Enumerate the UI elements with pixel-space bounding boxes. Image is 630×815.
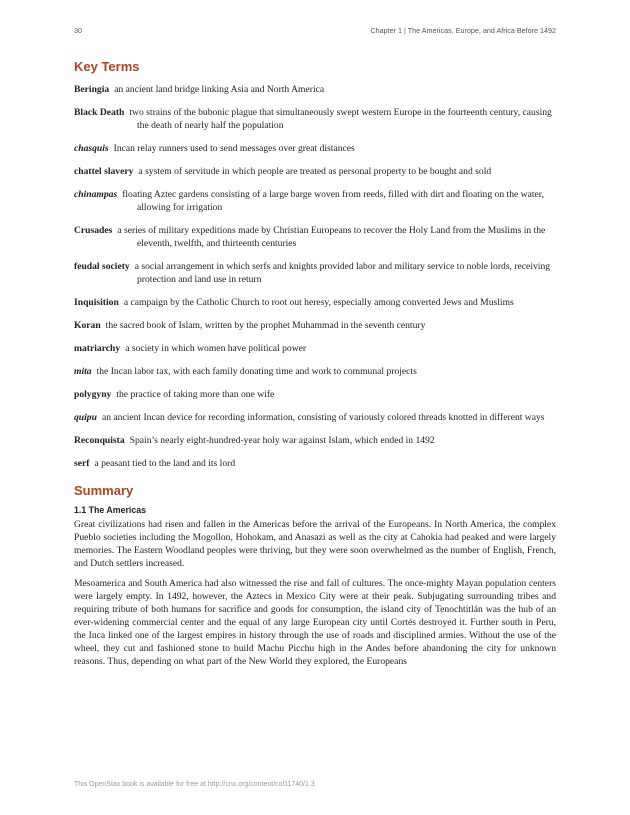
- key-terms-heading: Key Terms: [74, 59, 140, 74]
- main-content: [74, 58, 556, 675]
- key-term-word: polygyny: [74, 389, 112, 400]
- key-term-entry: [74, 106, 556, 132]
- key-term-word: serf: [74, 458, 90, 469]
- key-term-word: matriarchy: [74, 343, 121, 354]
- summary-paragraph: Great civilizations had risen and fallen in the Americas before the arrival of the Europeans. In North America, the complex Pueblo societies including the Mogollon, Hohokam, and Anasazi as well as the city at Cahokia had peaked and were largely memories. The Eastern Woodland peoples were thriving, but they were soon overwhelmed as the number of English, French, and Dutch settlers increased.: [74, 519, 556, 569]
- key-term-definition: floating Aztec gardens consisting of a large barge woven from reeds, filled with dirt and floating on the water, allowing for irrigation: [122, 189, 544, 213]
- chapter-title: Chapter 1 | The Americas, Europe, and Africa Before 1492: [370, 26, 556, 35]
- key-term-definition: Spain’s nearly eight-hundred-year holy war against Islam, which ended in 1492: [129, 435, 435, 446]
- key-term-definition: an ancient Incan device for recording information, consisting of variously colored threads knotted in different ways: [101, 412, 545, 423]
- key-term-word: chasquis: [74, 143, 109, 154]
- key-term-entry: [74, 83, 556, 96]
- key-term-word: quipu: [74, 412, 97, 423]
- summary-subheading: 1.1 The Americas: [74, 505, 147, 515]
- key-term-entry: [74, 342, 556, 355]
- key-term-word: chinampas: [74, 189, 118, 200]
- key-term-definition: the sacred book of Islam, written by the prophet Muhammad in the seventh century: [105, 320, 426, 331]
- key-term-definition: a campaign by the Catholic Church to root out heresy, especially among converted Jews and Muslims: [123, 297, 514, 308]
- key-term-word: feudal society: [74, 261, 130, 272]
- key-term-entry: [74, 388, 556, 401]
- summary-paragraph: Mesoamerica and South America had also witnessed the rise and fall of cultures. The once-mighty Mayan population centers were largely empty. In 1492, however, the Aztecs in Mexico City were at their peak. Subjugating surrounding tribes and requiring tribute of both humans for sacrifice and goods for consumption, the island city of Tenochtitlán was the hub of an ever-widening commercial center and the equal of any large European city until Cortés destroyed it. Further south in Peru, the Inca linked one of the largest empires in history through the use of roads and disciplined armies. Without the use of the wheel, they cut and fashioned stone to build Machu Picchu high in the Andes before abandoning the city for unknown reasons. Thus, depending on what part of the New World they explored, the Europeans: [74, 578, 556, 667]
- key-term-entry: [74, 142, 556, 155]
- key-term-entry: [74, 434, 556, 447]
- key-term-definition: the practice of taking more than one wife: [116, 389, 275, 400]
- key-term-entry: [74, 224, 556, 250]
- key-term-definition: a peasant tied to the land and its lord: [94, 458, 236, 469]
- key-term-word: Black Death: [74, 107, 125, 118]
- key-term-entry: [74, 260, 556, 286]
- key-term-word: mita: [74, 366, 92, 377]
- key-term-word: Reconquista: [74, 435, 125, 446]
- summary-heading: Summary: [74, 483, 134, 498]
- footer-note: This OpenStax book is available for free at http://cnx.org/content/col11740/1.3: [74, 781, 315, 788]
- key-term-word: Beringia: [74, 84, 110, 95]
- key-term-entry: [74, 457, 556, 470]
- key-term-definition: an ancient land bridge linking Asia and North America: [114, 84, 325, 95]
- key-term-definition: the Incan labor tax, with each family donating time and work to communal projects: [96, 366, 417, 377]
- key-term-word: Crusades: [74, 225, 113, 236]
- key-term-definition: Incan relay runners used to send messages over great distances: [113, 143, 355, 154]
- key-term-entry: [74, 165, 556, 178]
- key-term-definition: a society in which women have political power: [125, 343, 307, 354]
- key-term-word: chattel slavery: [74, 166, 134, 177]
- page-number: 30: [74, 26, 82, 35]
- key-term-definition: a social arrangement in which serfs and knights provided labor and military service to noble lords, receiving protection and land use in return: [134, 261, 551, 285]
- key-term-definition: a system of servitude in which people are treated as personal property to be bought and sold: [138, 166, 492, 177]
- key-term-entry: [74, 296, 556, 309]
- key-term-entry: [74, 188, 556, 214]
- key-term-definition: two strains of the bubonic plague that simultaneously swept western Europe in the fourteenth century, causing the death of nearly half the population: [129, 107, 552, 131]
- running-header: [74, 26, 556, 38]
- key-term-word: Inquisition: [74, 297, 119, 308]
- key-terms-list: [74, 83, 556, 470]
- key-term-entry: [74, 365, 556, 378]
- key-term-definition: a series of military expeditions made by Christian Europeans to recover the Holy Land from the Muslims in the eleventh, twelfth, and thirteenth centuries: [117, 225, 546, 249]
- key-term-word: Koran: [74, 320, 101, 331]
- key-term-entry: [74, 411, 556, 424]
- key-term-entry: [74, 319, 556, 332]
